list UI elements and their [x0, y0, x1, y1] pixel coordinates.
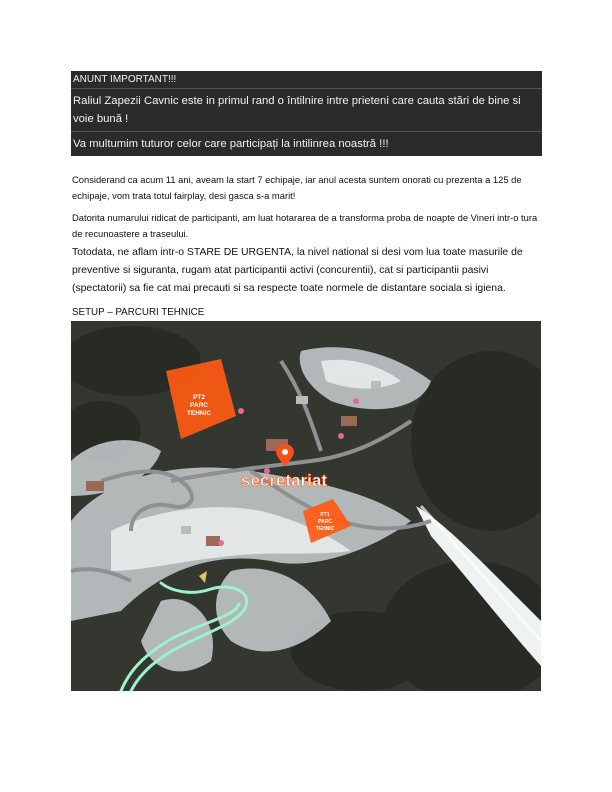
pt1-label-3: TEHNIC	[315, 526, 335, 532]
pt1-label-1: PT1	[320, 512, 330, 518]
paragraph-1: Considerand ca acum 11 ani, aveam la start 7 echipaje, iar anul acesta suntem onorati cu prezenta a 125 de echipaje, vom trata totul fairplay, desi gasca s-a marit!	[72, 174, 522, 201]
paragraph-2: Datorita numarului ridicat de participanti, am luat hotararea de a transforma proba de noapte de Vineri intr-o tura de recunoastere a traseului.	[72, 212, 538, 239]
parc-tehnic-map	[71, 321, 541, 691]
paragraph-3: Totodata, ne aflam intr-o STARE DE URGENTA, la nivel national si desi vom lua toate masurile de preventive si siguranta, rugam atat participantii activi (concurentii), cat si participantii pasivi (spectatorii) sa fie cat mai precauti si sa respecte toate normele de distantare sociala si igiena.	[72, 247, 523, 294]
notice-heading: ANUNT IMPORTANT!!!	[71, 71, 542, 89]
pt2-label-2: PARC	[190, 402, 208, 409]
notice-line-2: Va multumim tuturor celor care participați la intilinrea noastră !!!	[73, 138, 389, 150]
notice-line-1: Raliul Zapezii Cavnic este in primul rand o întilnire intre prieteni care cauta stări de bine si voie bună !	[71, 89, 542, 132]
section-title: SETUP – PARCURI TEHNICE	[72, 307, 205, 318]
secretariat-label: secretariat	[241, 471, 328, 490]
pt2-label-1: PT2	[193, 394, 205, 401]
map-image	[71, 321, 541, 691]
pt1-label-2: PARC	[318, 519, 332, 525]
pt2-label-3: TEHNIC	[186, 410, 212, 417]
important-notice-box	[71, 71, 542, 156]
